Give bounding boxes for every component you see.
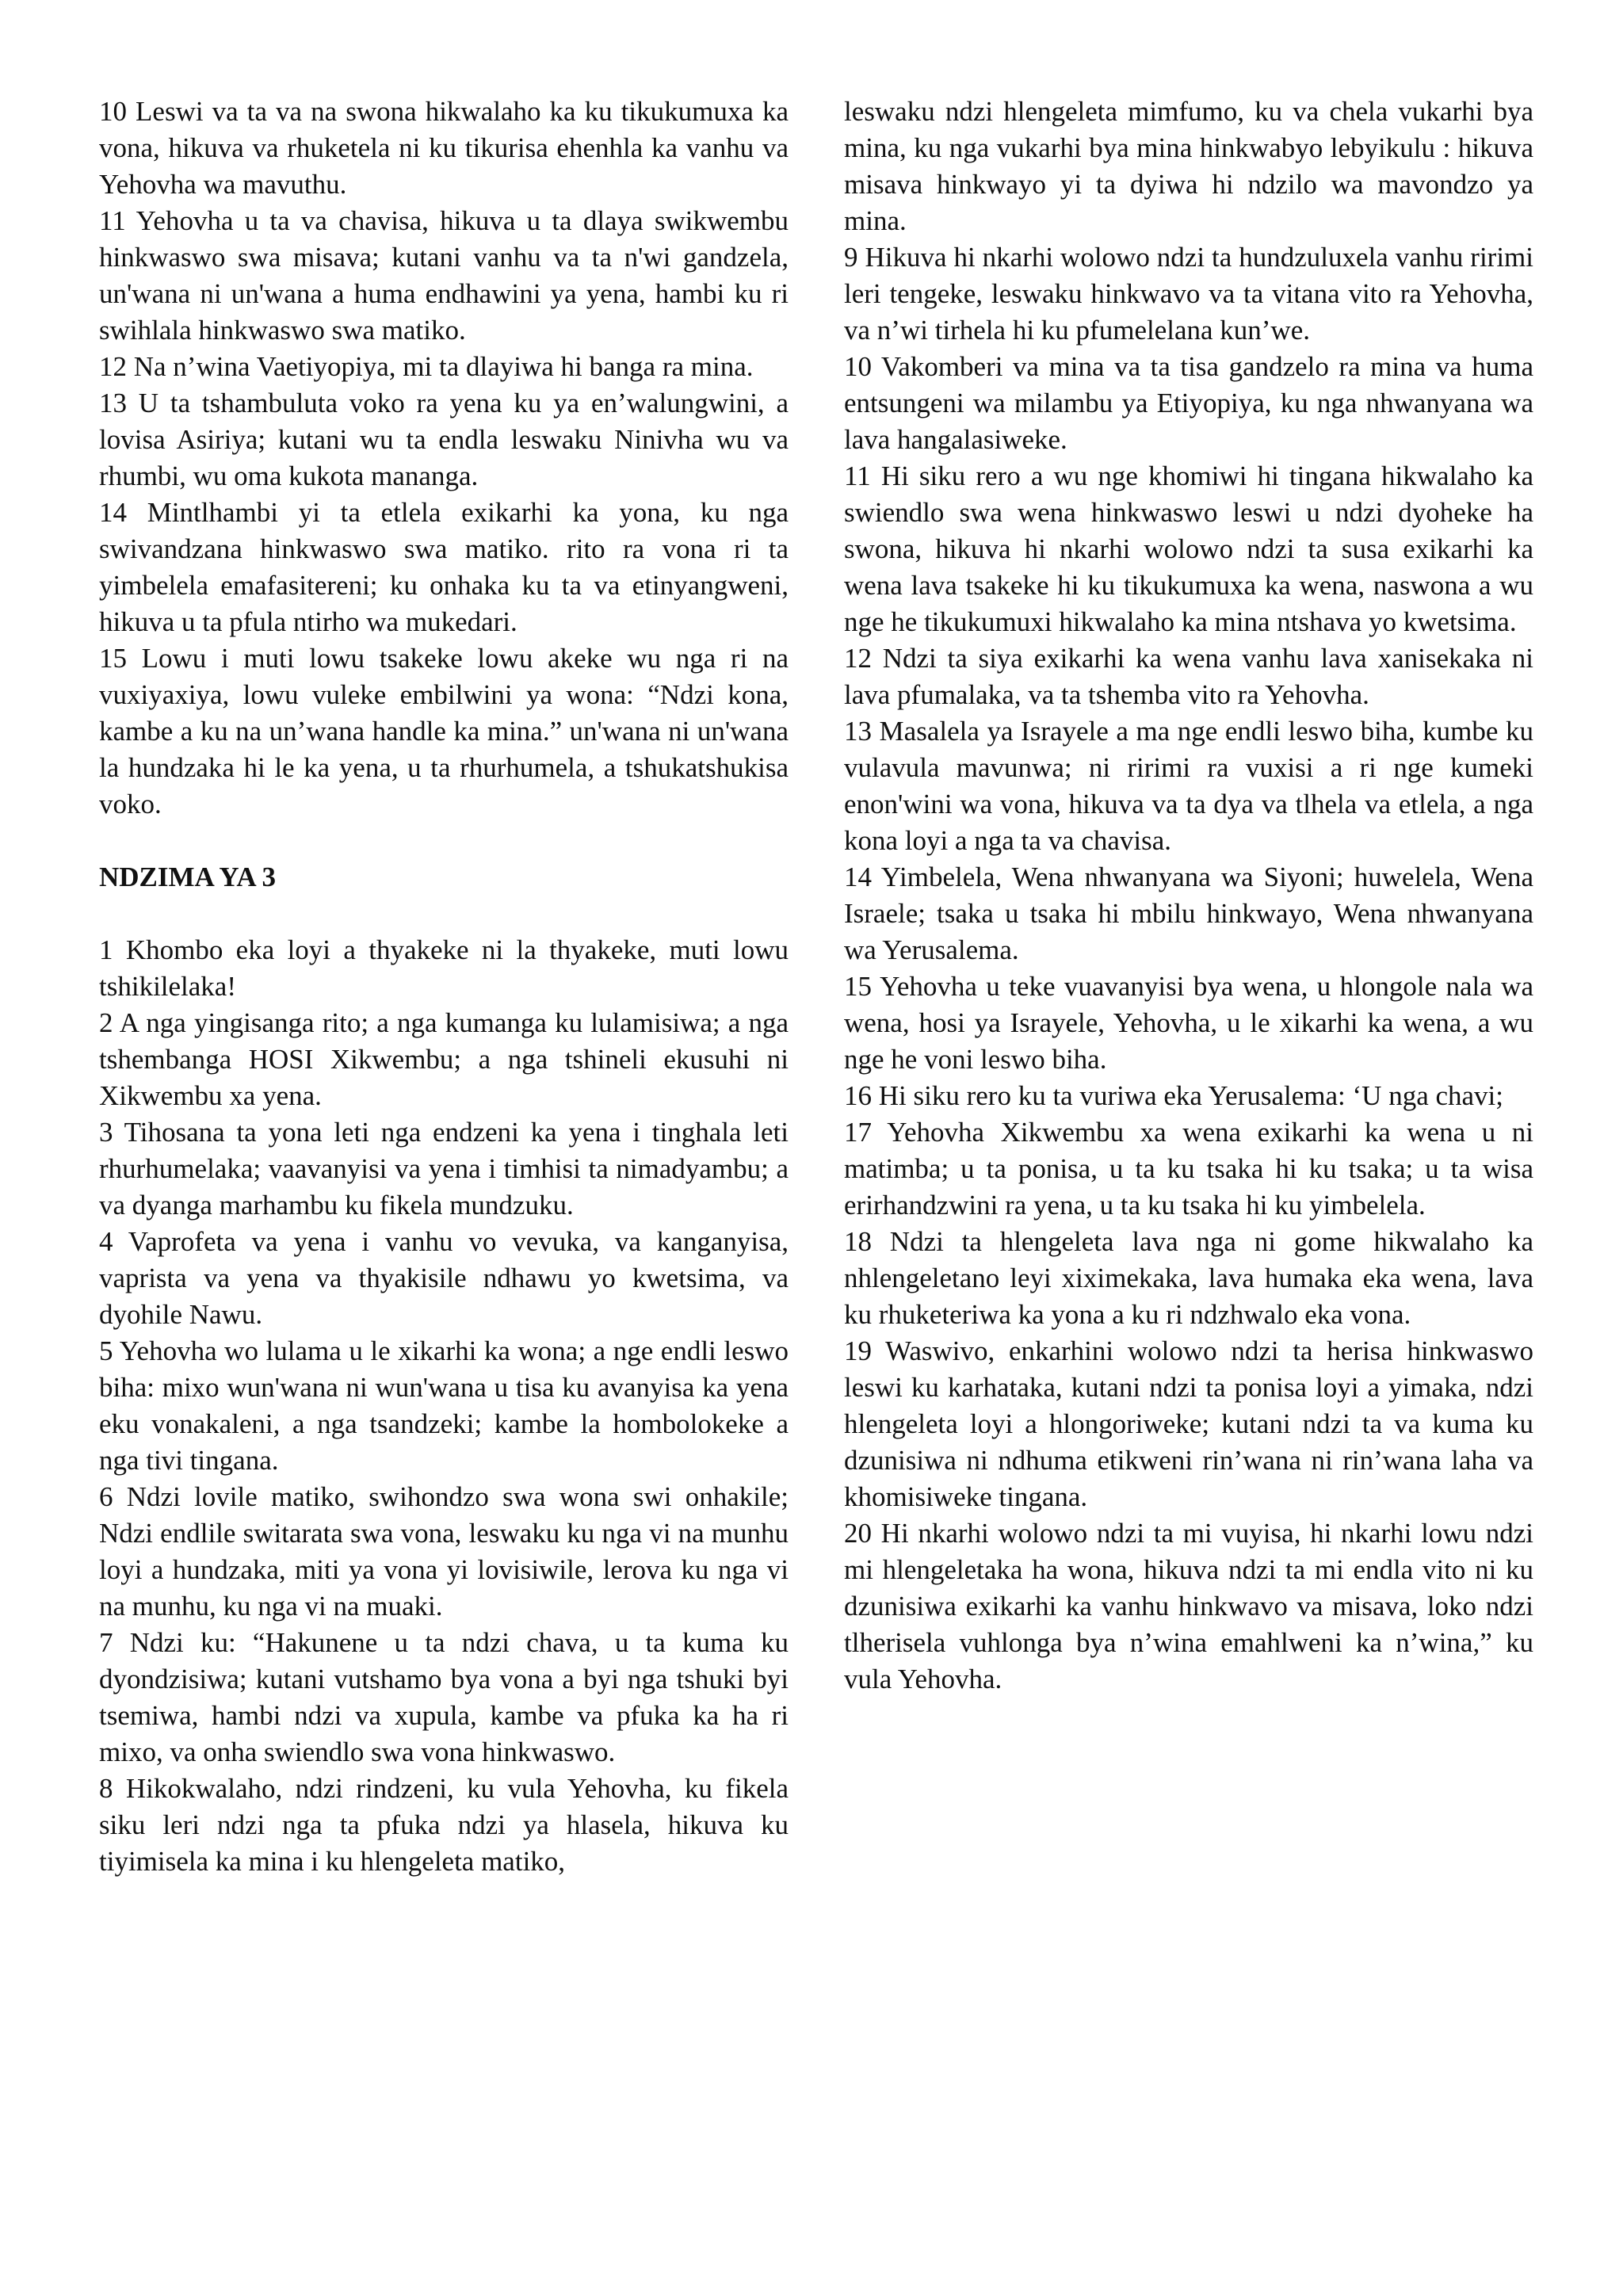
verse-paragraph: 12 Na n’wina Vaetiyopiya, mi ta dlayiwa hi banga ra mina. xyxy=(99,351,754,382)
verse-paragraph: 15 Yehovha u teke vuavanyisi bya wena, u hlongole nala wa wena, hosi ya Israyele, Yehovha, u le xikarhi ka wena, a wu nge he voni leswo biha. xyxy=(844,971,1533,1075)
verse-paragraph: 13 U ta tshambuluta voko ra yena ku ya en’walungwini, a lovisa Asiriya; kutani wu ta endla leswaku Ninivha wu va rhumbi, wu oma kukota mananga. xyxy=(99,388,789,491)
verse-paragraph: 14 Mintlhambi yi ta etlela exikarhi ka yona, ku nga swivandzana hinkwaswo swa matiko. rito ra vona ri ta yimbelela emafasitereni; ku onhaka ku ta va etinyangweni, hikuva u ta pfula ntirho wa mukedari. xyxy=(99,497,789,637)
verse-paragraph: 16 Hi siku rero ku ta vuriwa eka Yerusalema: ‘U nga chavi; xyxy=(844,1080,1504,1111)
verse-paragraph: 19 Waswivo, enkarhini wolowo ndzi ta herisa hinkwaswo leswi ku karhataka, kutani ndzi ta ponisa loyi a yimaka, ndzi hlengeleta loyi a hlongoriweke; kutani ndzi ta va kuma ku dzunisiwa ni ndhuma etikweni rin’wana ni rin’wana laha va khomisiweke tingana. xyxy=(844,1335,1533,1512)
left-column xyxy=(99,94,789,2233)
document-page xyxy=(99,94,1533,2233)
verse-paragraph: 20 Hi nkarhi wolowo ndzi ta mi vuyisa, hi nkarhi lowu ndzi mi hlengeletaka ha wona, hikuva ndzi ta mi endla vito ni ku dzunisiwa exikarhi ka vanhu hinkwavo va misava, loko ndzi tlherisela vuhlonga bya n’wina emahlweni ka n’wina,” ku vula Yehovha. xyxy=(844,1518,1533,1694)
verse-paragraph: 17 Yehovha Xikwembu xa wena exikarhi ka wena u ni matimba; u ta ponisa, u ta ku tsaka hi ku tsaka; u ta wisa erirhandzwini ra yena, u ta ku tsaka hi ku yimbelela. xyxy=(844,1117,1533,1221)
right-column xyxy=(844,94,1533,2233)
verse-paragraph: 12 Ndzi ta siya exikarhi ka wena vanhu lava xanisekaka ni lava pfumalaka, va ta tshemba vito ra Yehovha. xyxy=(844,643,1533,710)
verse-paragraph: 14 Yimbelela, Wena nhwanyana wa Siyoni; huwelela, Wena Israele; tsaka u tsaka hi mbilu hinkwayo, Wena nhwanyana wa Yerusalema. xyxy=(844,861,1533,965)
verse-paragraph: 4 Vaprofeta va yena i vanhu vo vevuka, va kanganyisa, vaprista va yena va thyakisile ndhawu yo kwetsima, va dyohile Nawu. xyxy=(99,1226,789,1330)
verse-paragraph: leswaku ndzi hlengeleta mimfumo, ku va chela vukarhi bya mina, ku nga vukarhi bya mina hinkwabyo lebyikulu : hikuva misava hinkwayo yi ta dyiwa hi ndzilo wa mavondzo ya mina. xyxy=(844,96,1533,236)
verse-paragraph: 1 Khombo eka loyi a thyakeke ni la thyakeke, muti lowu tshikilelaka! xyxy=(99,934,789,1002)
chapter-heading: NDZIMA YA 3 xyxy=(99,861,277,892)
verse-paragraph: 11 Hi siku rero a wu nge khomiwi hi tingana hikwalaho ka swiendlo swa wena hinkwaswo leswi u ndzi dyoheke ha swona, hikuva hi nkarhi wolowo ndzi ta susa exikarhi ka wena lava tsakeke hi ku tikukumuxa ka wena, naswona a wu nge he tikukumuxi hikwalaho ka mina ntshava yo kwetsima. xyxy=(844,460,1533,637)
verse-paragraph: 10 Leswi va ta va na swona hikwalaho ka ku tikukumuxa ka vona, hikuva va rhuketela ni ku tikurisa ehenhla ka vanhu va Yehovha wa mavuthu. xyxy=(99,96,789,200)
verse-paragraph: 13 Masalela ya Israyele a ma nge endli leswo biha, kumbe ku vulavula mavunwa; ni ririmi ra vuxisi a ri nge kumeki enon'wini wa vona, hikuva va ta dya va tlhela va etlela, a nga kona loyi a nga ta va chavisa. xyxy=(844,716,1533,856)
verse-paragraph: 7 Ndzi ku: “Hakunene u ta ndzi chava, u ta kuma ku dyondzisiwa; kutani vutshamo bya vona a byi nga tshuki byi tsemiwa, hambi ndzi va xupula, kambe va pfuka ka ha ri mixo, va onha swiendlo swa vona hinkwaswo. xyxy=(99,1627,789,1767)
verse-paragraph: 15 Lowu i muti lowu tsakeke lowu akeke wu nga ri na vuxiyaxiya, lowu vuleke embilwini ya wona: “Ndzi kona, kambe a ku na un’wana handle ka mina.” un'wana ni un'wana la hundzaka hi le ka yena, u ta rhurhumela, a tshukatshukisa voko. xyxy=(99,643,789,819)
verse-paragraph: 6 Ndzi lovile matiko, swihondzo swa wona swi onhakile; Ndzi endlile switarata swa vona, leswaku ku nga vi na munhu loyi a hundzaka, miti ya vona yi lovisiwile, lerova ku nga vi na munhu, ku nga vi na muaki. xyxy=(99,1481,789,1622)
verse-paragraph: 11 Yehovha u ta va chavisa, hikuva u ta dlaya swikwembu hinkwaswo swa misava; kutani vanhu va ta n'wi gandzela, un'wana ni un'wana a huma endhawini ya yena, hambi ku ri swihlala hinkwaswo swa matiko. xyxy=(99,205,789,346)
verse-paragraph: 3 Tihosana ta yona leti nga endzeni ka yena i tinghala leti rhurhumelaka; vaavanyisi va yena i timhisi ta nimadyambu; a va dyanga marhambu ku fikela mundzuku. xyxy=(99,1117,789,1221)
verse-paragraph: 2 A nga yingisanga rito; a nga kumanga ku lulamisiwa; a nga tshembanga HOSI Xikwembu; a nga tshineli ekusuhi ni Xikwembu xa yena. xyxy=(99,1007,789,1111)
verse-paragraph: 5 Yehovha wo lulama u le xikarhi ka wona; a nge endli leswo biha: mixo wun'wana ni wun'wana u tisa ku avanyisa ka yena eku vonakaleni, a nga tsandzeki; kambe la hombolokeke a nga tivi tingana. xyxy=(99,1335,789,1476)
verse-paragraph: 18 Ndzi ta hlengeleta lava nga ni gome hikwalaho ka nhlengeletano leyi xiximekaka, lava humaka eka wena, lava ku rhuketeriwa ka yona a ku ri ndzhwalo eka vona. xyxy=(844,1226,1533,1330)
verse-paragraph: 9 Hikuva hi nkarhi wolowo ndzi ta hundzuluxela vanhu ririmi leri tengeke, leswaku hinkwavo va ta vitana vito ra Yehovha, va n’wi tirhela hi ku pfumelelana kun’we. xyxy=(844,242,1533,346)
verse-paragraph: 8 Hikokwalaho, ndzi rindzeni, ku vula Yehovha, ku fikela siku leri ndzi nga ta pfuka ndzi ya hlasela, hikuva ku tiyimisela ka mina i ku hlengeleta matiko, xyxy=(99,1773,789,1877)
verse-paragraph: 10 Vakomberi va mina va ta tisa gandzelo ra mina va huma entsungeni wa milambu ya Etiyopiya, ku nga nhwanyana wa lava hangalasiweke. xyxy=(844,351,1533,455)
